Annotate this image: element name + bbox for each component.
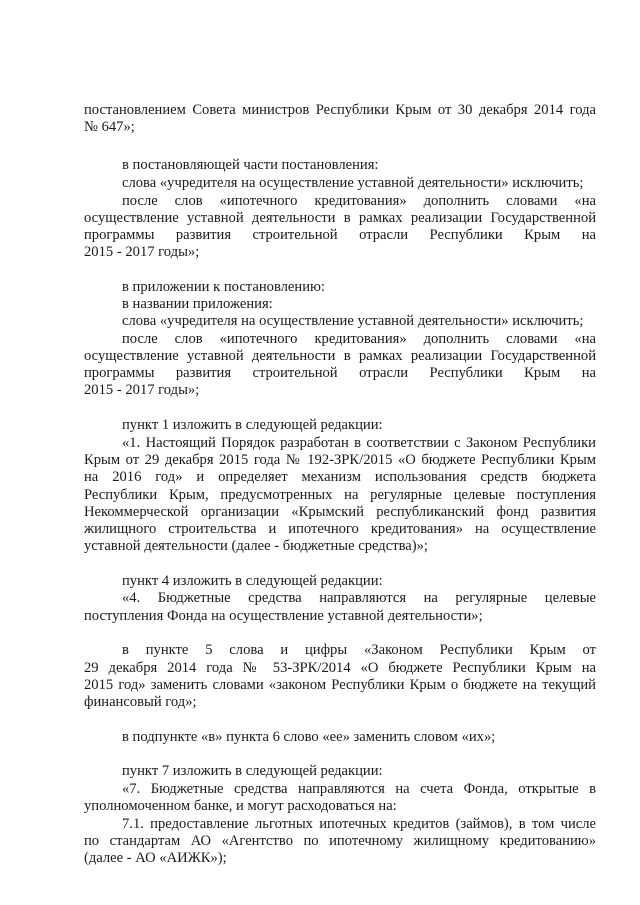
text-line: Некоммерческой организации «Крымский республиканский фонд развития <box>84 504 596 520</box>
text-line: пункт 4 изложить в следующей редакции: <box>122 573 383 589</box>
text-line: «4. Бюджетные средства направляются на регулярные целевые <box>122 590 596 606</box>
text-line: по стандартам АО «Агентство по ипотечному жилищному кредитованию» <box>84 833 596 849</box>
text-line: после слов «ипотечного кредитования» дополнить словами «на <box>122 331 596 347</box>
text-line: Республики Крым, предусмотренных на регулярные целевые поступления <box>84 487 596 503</box>
text-line: в подпункте «в» пункта 6 слово «ее» заменить словом «их»; <box>122 729 496 745</box>
text-line: программы развития строительной отрасли Республики Крым на <box>84 227 596 243</box>
text-line: на 2016 год» и определяет механизм использования средств бюджета <box>84 469 596 485</box>
text-line: пункт 1 изложить в следующей редакции: <box>122 417 383 433</box>
text-line: в приложении к постановлению: <box>122 279 325 295</box>
text-line: «1. Настоящий Порядок разработан в соответствии с Законом Республики <box>122 435 596 451</box>
text-line: финансовый год»; <box>84 694 197 710</box>
text-line: слова «учредителя на осуществление уставной деятельности» исключить; <box>122 175 584 191</box>
text-line: 7.1. предоставление льготных ипотечных кредитов (займов), в том числе <box>122 816 596 832</box>
text-line: пункт 7 изложить в следующей редакции: <box>122 763 383 779</box>
text-line: слова «учредителя на осуществление уставной деятельности» исключить; <box>122 313 584 329</box>
text-line: 2015 - 2017 годы»; <box>84 382 200 398</box>
text-line: 2015 - 2017 годы»; <box>84 244 200 260</box>
text-line: поступления Фонда на осуществление уставной деятельности»; <box>84 608 483 624</box>
text-line: «7. Бюджетные средства направляются на счета Фонда, открытые в <box>122 781 596 797</box>
text-line: осуществление уставной деятельности в рамках реализации Государственной <box>84 348 596 364</box>
text-line: в пункте 5 слова и цифры «Законом Республики Крым от <box>122 642 596 658</box>
text-line: после слов «ипотечного кредитования» дополнить словами «на <box>122 193 596 209</box>
text-line: постановлением Совета министров Республики Крым от 30 декабря 2014 года <box>84 102 596 118</box>
text-line: осуществление уставной деятельности в рамках реализации Государственной <box>84 210 596 226</box>
text-line: Крым от 29 декабря 2015 года № 192-ЗРК/2015 «О бюджете Республики Крым <box>84 452 596 468</box>
text-line: уставной деятельности (далее - бюджетные средства)»; <box>84 538 428 554</box>
text-line: 2015 год» заменить словами «законом Республики Крым о бюджете на текущий <box>84 677 596 693</box>
text-line: в постановляющей части постановления: <box>122 157 379 173</box>
text-line: № 647»; <box>84 119 135 135</box>
text-line: (далее - АО «АИЖК»); <box>84 850 227 866</box>
text-line: в названии приложения: <box>122 296 273 312</box>
text-line: уполномоченном банке, и могут расходоваться на: <box>84 798 397 814</box>
text-line: жилищного строительства и ипотечного кредитования» на осуществление <box>84 521 596 537</box>
text-line: 29 декабря 2014 года № 53-ЗРК/2014 «О бюджете Республики Крым на <box>84 660 596 676</box>
text-line: программы развития строительной отрасли Республики Крым на <box>84 365 596 381</box>
